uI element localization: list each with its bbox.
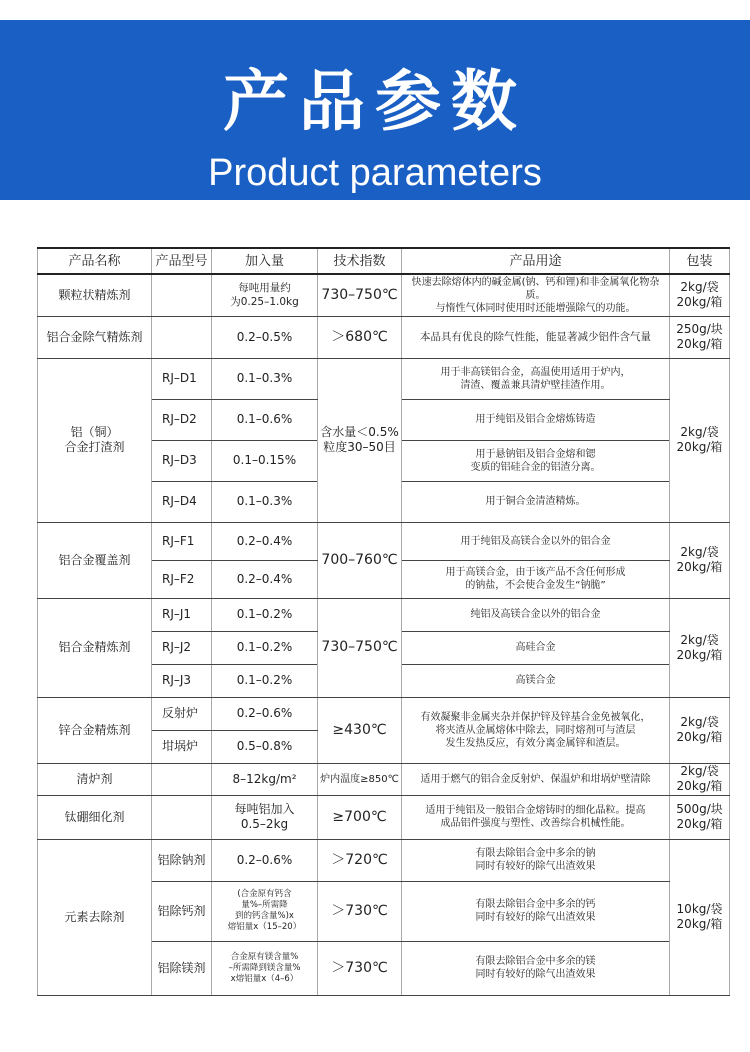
amount: 8–12kg/m²	[212, 763, 318, 795]
technical-index: 730–750℃	[318, 274, 402, 316]
table-row	[38, 763, 730, 795]
packaging: 2kg/袋 20kg/箱	[670, 763, 730, 795]
amount: 0.1–0.2%	[212, 664, 318, 697]
technical-index: ≥430℃	[318, 697, 402, 763]
amount: (合金原有钙含 量%–所需降 到的钙含量%)x 熔铝量x（15–20）	[212, 881, 318, 941]
amount: 合金原有镁含量% –所需降到镁含量% x熔铝量x（4–6）	[212, 941, 318, 995]
technical-index: ＞730℃	[318, 881, 402, 941]
technical-index: 含水量＜0.5% 粒度30–50目	[318, 358, 402, 522]
amount: 0.5–0.8%	[212, 730, 318, 763]
table-row	[38, 839, 730, 881]
amount: 0.2–0.5%	[212, 316, 318, 358]
usage: 用于非高镁铝合金，高温使用适用于炉内， 清渣、覆盖兼具清炉壁挂渣作用。	[402, 358, 670, 399]
header-packaging: 包装	[670, 248, 730, 274]
packaging: 2kg/袋 20kg/箱	[670, 358, 730, 522]
usage: 用于纯铝及高镁合金以外的铝合金	[402, 522, 670, 560]
product-model	[152, 316, 212, 358]
product-model: RJ–J3	[152, 664, 212, 697]
table-header-row	[38, 248, 730, 274]
product-model: 铝除钙剂	[152, 881, 212, 941]
table-row	[38, 697, 730, 730]
packaging: 250g/块 20kg/箱	[670, 316, 730, 358]
technical-index: ＞720℃	[318, 839, 402, 881]
usage: 纯铝及高镁合金以外的铝合金	[402, 598, 670, 631]
amount: 0.2–0.6%	[212, 697, 318, 730]
header-amount: 加入量	[212, 248, 318, 274]
usage: 高镁合金	[402, 664, 670, 697]
packaging: 10kg/袋 20kg/箱	[670, 839, 730, 995]
header-banner	[0, 20, 750, 200]
packaging: 2kg/袋 20kg/箱	[670, 522, 730, 598]
product-name: 颗粒状精炼剂	[38, 274, 152, 316]
packaging: 2kg/袋 20kg/箱	[670, 598, 730, 697]
product-model: 坩埚炉	[152, 730, 212, 763]
table-row	[38, 795, 730, 839]
amount: 每吨铝加入 0.5–2kg	[212, 795, 318, 839]
product-name: 铝（铜） 合金打渣剂	[38, 358, 152, 522]
packaging: 2kg/袋 20kg/箱	[670, 274, 730, 316]
amount: 每吨用量约 为0.25–1.0kg	[212, 274, 318, 316]
product-model: 铝除钠剂	[152, 839, 212, 881]
header-product-model: 产品型号	[152, 248, 212, 274]
usage: 适用于纯铝及一般铝合金熔铸时的细化晶粒。提高 成品铝件强度与塑性、改善综合机械性能。	[402, 795, 670, 839]
packaging: 500g/块 20kg/箱	[670, 795, 730, 839]
technical-index: ≥700℃	[318, 795, 402, 839]
technical-index: ＞730℃	[318, 941, 402, 995]
usage: 有限去除铝合金中多余的钠 同时有较好的除气出渣效果	[402, 839, 670, 881]
product-model	[152, 274, 212, 316]
technical-index: 炉内温度≥850℃	[318, 763, 402, 795]
product-name: 清炉剂	[38, 763, 152, 795]
amount: 0.2–0.6%	[212, 839, 318, 881]
usage: 用于铜合金清渣精炼。	[402, 481, 670, 522]
amount: 0.1–0.3%	[212, 358, 318, 399]
technical-index: ＞680℃	[318, 316, 402, 358]
product-model: RJ–F1	[152, 522, 212, 560]
amount: 0.2–0.4%	[212, 560, 318, 598]
product-model: RJ–D1	[152, 358, 212, 399]
usage: 有限去除铝合金中多余的镁 同时有较好的除气出渣效果	[402, 941, 670, 995]
product-model: RJ–D4	[152, 481, 212, 522]
amount: 0.1–0.2%	[212, 631, 318, 664]
packaging: 2kg/袋 20kg/箱	[670, 697, 730, 763]
product-name: 元素去除剂	[38, 839, 152, 995]
product-name: 铝合金精炼剂	[38, 598, 152, 697]
usage: 用于悬钠铝及铝合金熔和锶 变质的铝硅合金的铝渣分离。	[402, 440, 670, 481]
table-row	[38, 522, 730, 560]
usage: 本品具有优良的除气性能，能显著减少铝件含气量	[402, 316, 670, 358]
product-model: RJ–D3	[152, 440, 212, 481]
technical-index: 730–750℃	[318, 598, 402, 697]
product-model: 铝除镁剂	[152, 941, 212, 995]
header-technical-index: 技术指数	[318, 248, 402, 274]
header-product-name: 产品名称	[38, 248, 152, 274]
header-usage: 产品用途	[402, 248, 670, 274]
product-model: RJ–F2	[152, 560, 212, 598]
usage: 有效凝聚非金属夹杂并保护锌及锌基合金免被氧化， 将夹渣从金属熔体中除去，同时熔剂可与渣层 发生发热反应，有效分离金属锌和渣层。	[402, 697, 670, 763]
page-title: 产品参数	[223, 63, 527, 140]
product-model: 反射炉	[152, 697, 212, 730]
amount: 0.1–0.6%	[212, 399, 318, 440]
product-model	[152, 763, 212, 795]
product-parameters-table	[37, 247, 730, 996]
product-name: 锌合金精炼剂	[38, 697, 152, 763]
product-model: RJ–J1	[152, 598, 212, 631]
usage: 用于纯铝及铝合金熔炼铸造	[402, 399, 670, 440]
usage: 用于高镁合金，由于该产品不含任何形成 的钠盐，不会使合金发生“钠脆”	[402, 560, 670, 598]
amount: 0.2–0.4%	[212, 522, 318, 560]
table-row	[38, 358, 730, 399]
table-row	[38, 274, 730, 316]
table-row	[38, 598, 730, 631]
product-name: 钛硼细化剂	[38, 795, 152, 839]
page-subtitle: Product parameters	[208, 152, 542, 194]
product-model	[152, 795, 212, 839]
amount: 0.1–0.2%	[212, 598, 318, 631]
usage: 有限去除铝合金中多余的钙 同时有较好的除气出渣效果	[402, 881, 670, 941]
product-name: 铝合金除气精炼剂	[38, 316, 152, 358]
usage: 适用于燃气的铝合金反射炉、保温炉和坩埚炉壁清除	[402, 763, 670, 795]
product-model: RJ–D2	[152, 399, 212, 440]
product-model: RJ–J2	[152, 631, 212, 664]
product-name: 铝合金覆盖剂	[38, 522, 152, 598]
amount: 0.1–0.15%	[212, 440, 318, 481]
table-row	[38, 316, 730, 358]
technical-index: 700–760℃	[318, 522, 402, 598]
amount: 0.1–0.3%	[212, 481, 318, 522]
usage: 快速去除熔体内的碱金属(钠、钙和锂)和非金属氧化物杂质。 与惰性气体同时使用时还能增强除气的功能。	[402, 274, 670, 316]
usage: 高硅合金	[402, 631, 670, 664]
